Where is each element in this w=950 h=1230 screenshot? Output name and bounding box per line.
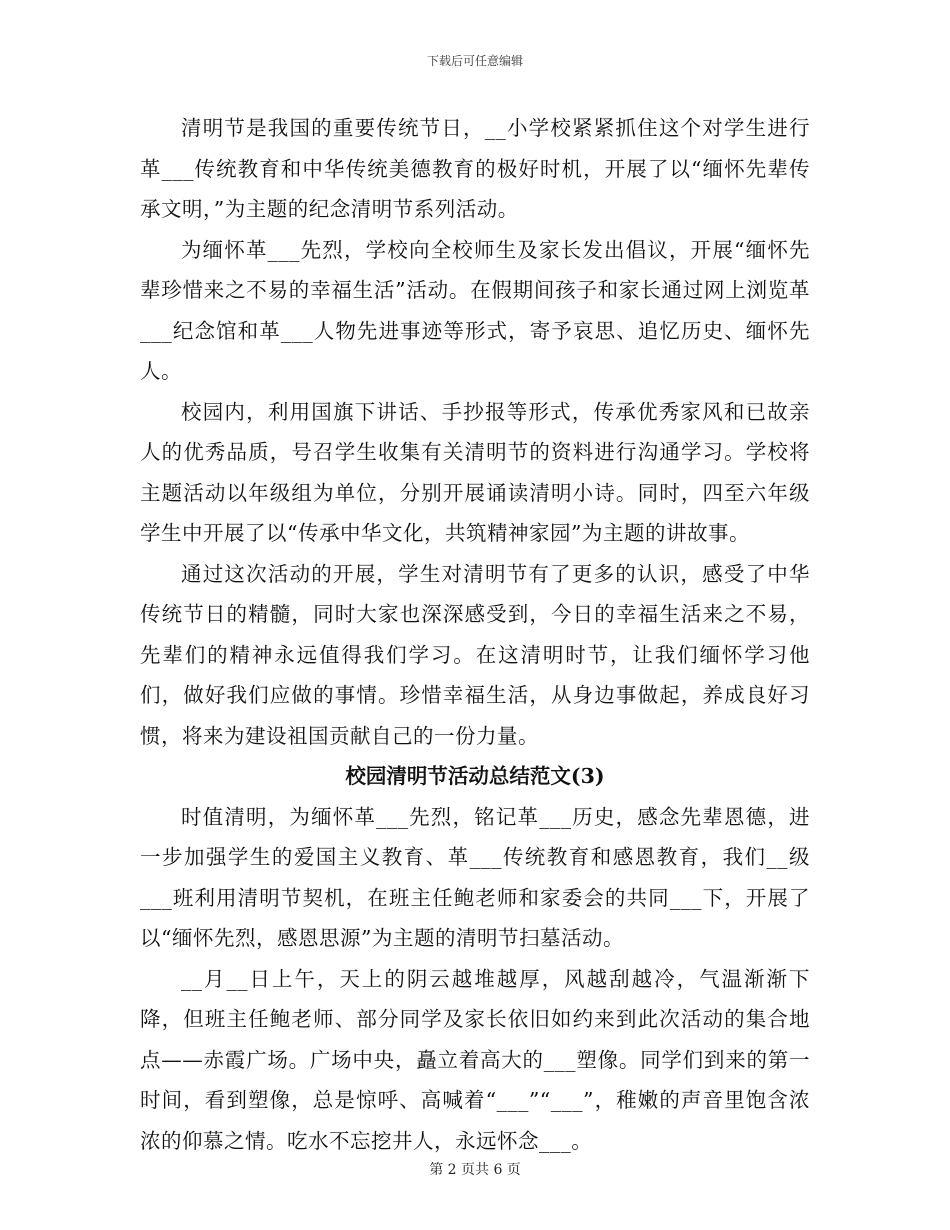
paragraph: 为缅怀革___先烈，学校向全校师生及家长发出倡议，开展“缅怀先辈珍惜来之不易的幸福生活”活动。在假期间孩子和家长通过网上浏览革___纪念馆和革___人物先进事迹等形式，寄予哀思、追忆历史、缅怀先人。 bbox=[140, 237, 810, 383]
page-header: 下载后可任意编辑 bbox=[426, 54, 523, 68]
document-body bbox=[140, 108, 810, 1161]
paragraph: 时值清明，为缅怀革___先烈，铭记革___历史，感念先辈恩德，进一步加强学生的爱国主义教育、革___传统教育和感恩教育，我们__级___班利用清明节契机，在班主任鲍老师和家委会的共同___下，开展了以“缅怀先烈，感恩思源”为主题的清明节扫墓活动。 bbox=[140, 804, 810, 950]
paragraph: 清明节是我国的重要传统节日，__小学校紧紧抓住这个对学生进行革___传统教育和中华传统美德教育的极好时机，开展了以“缅怀先辈传承文明，”为主题的纪念清明节系列活动。 bbox=[140, 116, 810, 221]
page-footer: 第 2 页共 6 页 bbox=[429, 1162, 521, 1178]
paragraph: __月__日上午，天上的阴云越堆越厚，风越刮越冷，气温渐渐下降，但班主任鲍老师、部分同学及家长依旧如约来到此次活动的集合地点——赤霞广场。广场中央，矗立着高大的___塑像。同学们到来的第一时间，看到塑像，总是惊呼、高喊着“___”“___”，稚嫩的声音里饱含浓浓的仰慕之情。吃水不忘挖井人，永远怀念___。 bbox=[140, 966, 810, 1153]
section-heading: 校园清明节活动总结范文(3) bbox=[345, 764, 605, 788]
paragraph: 校园内，利用国旗下讲话、手抄报等形式，传承优秀家风和已故亲人的优秀品质，号召学生收集有关清明节的资料进行沟通学习。学校将主题活动以年级组为单位，分别开展诵读清明小诗。同时，四至六年级学生中开展了以“传承中华文化，共筑精神家园”为主题的讲故事。 bbox=[140, 399, 810, 545]
paragraph: 通过这次活动的开展，学生对清明节有了更多的认识，感受了中华传统节日的精髓，同时大家也深深感受到，今日的幸福生活来之不易，先辈们的精神永远值得我们学习。在这清明时节，让我们缅怀学习他们，做好我们应做的事情。珍惜幸福生活，从身边事做起，养成良好习惯，将来为建设祖国贡献自己的一份力量。 bbox=[140, 561, 810, 748]
